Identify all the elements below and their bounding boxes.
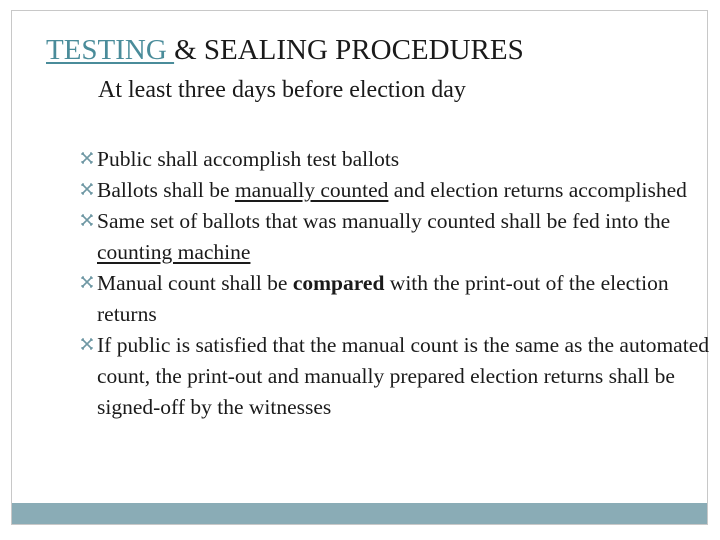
bullet-text-pre: Manual count shall be [97,271,293,295]
bullet-list [76,144,716,423]
x-mark-bullet-icon [80,275,94,289]
bullet-item-signed-off [76,330,716,423]
x-mark-bullet-icon [80,337,94,351]
footer-bar [12,503,707,524]
bullet-item-compared [76,268,716,330]
bullet-item-manual-count [76,175,716,206]
x-mark-bullet-icon [80,151,94,165]
bullet-item-counting-machine [76,206,716,268]
title-rest-segment: & SEALING PROCEDURES [174,34,524,66]
bullet-text-post: with the print-out of the election returns [97,271,669,326]
x-mark-bullet-icon [80,182,94,196]
bullet-text-pre: Ballots shall be [97,178,235,202]
slide-subtitle: At least three days before election day [98,77,466,103]
bullet-text-pre: Same set of ballots that was manually counted shall be fed into the [97,209,671,233]
title-underlined-segment: TESTING [46,34,175,66]
bullet-text: If public is satisfied that the manual count is the same as the automated count, the print-out and manually prepared election returns shall be signed-off by the witnesses [97,333,709,419]
bullet-emphasis-compared: compared [292,271,385,295]
bullet-emphasis-manually-counted: manually counted [234,178,389,202]
bullet-emphasis-counting-machine: counting machine [97,240,251,264]
x-mark-bullet-icon [80,213,94,227]
bullet-item-test-ballots [76,144,716,175]
bullet-text-post: and election returns accomplished [388,178,687,202]
slide-title [46,33,524,67]
bullet-text: Public shall accomplish test ballots [97,147,400,171]
